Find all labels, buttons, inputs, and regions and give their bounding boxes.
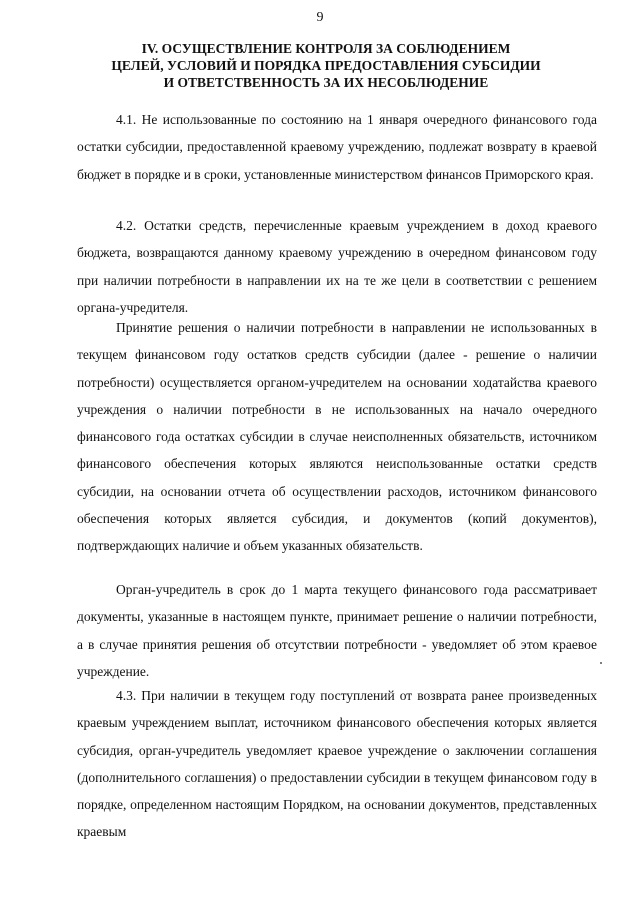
paragraph-4-3: 4.3. При наличии в текущем году поступлений от возврата ранее произведенных краевым учреждением выплат, источником финансового обеспечения которых является субсидия, орган-учредитель уведомляет краевое учреждение о заключении соглашения (дополнительного соглашения) о предоставлении субсидии в текущем финансовом году в порядке, определенном настоящим Порядком, на основании документов, представленных краевым [77,688,597,840]
paragraph-decision-on-need: Принятие решения о наличии потребности в направлении не использованных в текущем финансовом году остатков средств субсидии (далее - решение о наличии потребности) осуществляется органом-учредителем на основании ходатайства краевого учреждения о наличии потребности в не использованных на начало очередного финансового года остатках субсидии в случае неисполненных обязательств, источником финансового обеспечения которых являются неиспользованные остатки средств субсидии, на основании отчета об осуществлении расходов, источником финансового обеспечения которых является субсидия, и документов (копий документов), подтверждающих наличие и объем указанных обязательств. [77,320,597,554]
section-heading-line-2: ЦЕЛЕЙ, УСЛОВИЙ И ПОРЯДКА ПРЕДОСТАВЛЕНИЯ СУБСИДИИ [111,58,541,73]
section-heading-line-1: IV. ОСУЩЕСТВЛЕНИЕ КОНТРОЛЯ ЗА СОБЛЮДЕНИЕМ [141,41,511,56]
section-heading-line-3: И ОТВЕТСТВЕННОСТЬ ЗА ИХ НЕСОБЛЮДЕНИЕ [163,75,489,90]
paragraph-4-1: 4.1. Не использованные по состоянию на 1 января очередного финансового года остатки субсидии, предоставленной краевому учреждению, подлежат возврату в краевой бюджет в порядке и в сроки, установленные министерством финансов Приморского края. [77,112,597,182]
page-number: 9 [316,10,324,25]
scan-speck [600,662,602,664]
paragraph-4-2: 4.2. Остатки средств, перечисленные краевым учреждением в доход краевого бюджета, возвращаются данному краевому учреждению в очередном финансовом году при наличии потребности в направлении их на те же цели в соответствии с решением органа-учредителя. [77,218,597,315]
paragraph-founder-review: Орган-учредитель в срок до 1 марта текущего финансового года рассматривает документы, указанные в настоящем пункте, принимает решение о наличии потребности, а в случае принятия решения об отсутствии потребности - уведомляет об этом краевое учреждение. [77,582,597,679]
